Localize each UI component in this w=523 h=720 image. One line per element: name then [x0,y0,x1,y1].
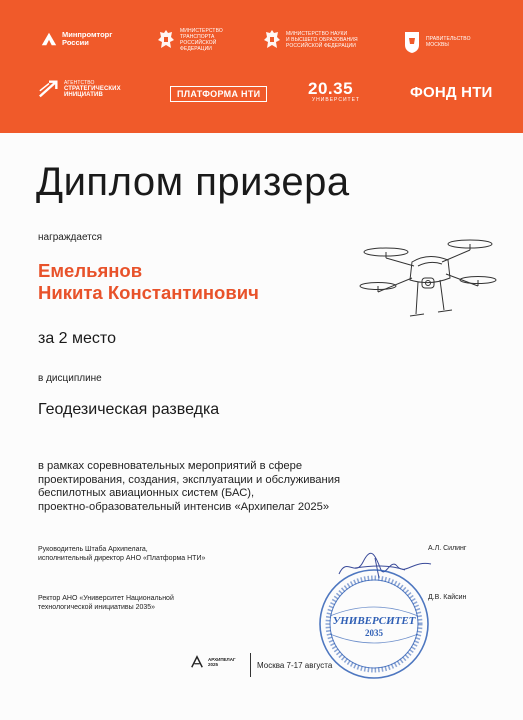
university-number: 20.35 [308,79,354,98]
asi-logo [38,78,121,100]
description-line: в рамках соревновательных мероприятий в сфере [38,460,303,472]
awarded-label: награждается [38,232,103,243]
russian-emblem-icon [262,28,282,52]
recipient-surname: Емельянов [38,260,143,281]
minpromtorg-logo [40,30,118,48]
asi-line: ИНИЦИАТИВ [64,92,103,98]
description-line: беспилотных авиационных систем (БАС), [38,487,255,499]
header-banner [0,0,523,133]
recipient-name [38,260,259,304]
minobrnauki-logo [262,28,358,52]
minpromtorg-name: Минпромторг России [62,30,113,47]
drone-illustration-icon [358,222,498,334]
mintrans-logo [156,28,223,52]
moscow-government-logo [402,30,471,54]
archipelago-logo [190,655,236,669]
university-label: УНИВЕРСИТЕТ [312,97,360,103]
asi-arrow-icon [38,78,60,100]
official-stamp-icon [318,568,430,680]
mintrans-line: ФЕДЕРАЦИИ [180,46,212,52]
moscow-line: ПРАВИТЕЛЬСТВО [426,36,471,42]
signatory-role-line: Руководитель Штаба Архипелага, [38,546,148,553]
moscow-emblem-icon [402,30,422,54]
signatory-role-line: технологической инициативы 2035» [38,604,156,611]
signatory-2-name: Д.В. Кайсин [428,594,467,601]
archipelago-logo-icon [190,655,204,669]
minpromtorg-logo-icon [40,30,58,48]
diploma-title: Диплом призера [36,160,350,204]
signatory-role-line: исполнительный директор АНО «Платформа НТИ» [38,555,206,562]
russian-emblem-icon [156,28,176,52]
stamp-center-text: УНИВЕРСИТЕТ [332,615,416,627]
asi-line: СТРАТЕГИЧЕСКИХ [64,86,121,92]
signatory-2-role [38,594,174,612]
archipelago-line: 2025 [208,662,219,667]
recipient-given-names: Никита Константинович [38,282,259,303]
signatory-1-role [38,545,205,563]
description-line: проектирования, создания, эксплуатации и обслуживания [38,473,341,486]
minobr-line: МИНИСТЕРСТВО НАУКИ [286,31,348,37]
description-line: проектно-образовательный интенсив «Архипелаг 2025» [38,500,330,513]
event-description [38,460,398,514]
moscow-line: МОСКВЫ [426,42,449,48]
archipelago-line: АРХИПЕЛАГ [208,656,236,662]
mintrans-line: РОССИЙСКОЙ [180,40,217,46]
event-location-dates: Москва 7-17 августа [257,661,333,670]
place-award: за 2 место [38,330,116,347]
minobr-line: РОССИЙСКОЙ ФЕДЕРАЦИИ [286,43,356,49]
university-2035-logo [308,80,360,103]
platform-nti-logo: ПЛАТФОРМА НТИ [170,86,267,102]
discipline-name: Геодезическая разведка [38,401,220,418]
mintrans-line: ТРАНСПОРТА [180,34,215,40]
fond-nti-logo: ФОНД НТИ [410,84,493,101]
mintrans-line: МИНИСТЕРСТВО [180,28,223,34]
minobr-line: И ВЫСШЕГО ОБРАЗОВАНИЯ [286,37,358,43]
asi-line: АГЕНТСТВО [64,80,95,86]
stamp-year: 2035 [365,628,383,638]
discipline-label: в дисциплине [38,373,102,384]
footer-divider [250,653,251,677]
signatory-role-line: Ректор АНО «Университет Национальной [38,595,174,602]
signatory-1-name: А.Л. Силинг [428,545,467,552]
